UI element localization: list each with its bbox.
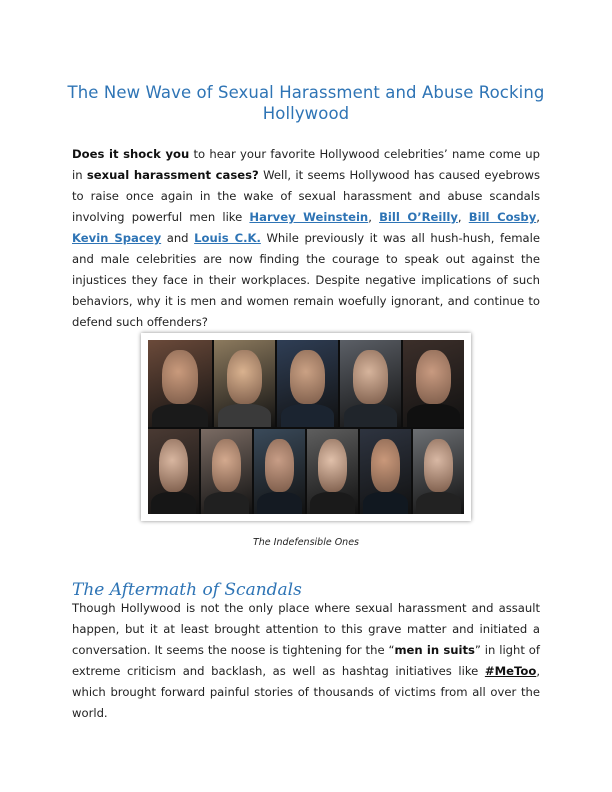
intro-paragraph: Does it shock you to hear your favorite Hollywood celebrities’ name come up in sexual harassment cases? Well, it seems Hollywood has caused eyebrows to raise once again in the wake of sexual harassment and abuse scandals involving powerful men like Harvey Weinstein, Bill O’Reilly, Bill Cosby, Kevin Spacey and Louis C.K. While previously it was all hush-hush, female and male celebrities are now finding the courage to speak out against the injustices they face in their workplaces. Despite negative implications of such behaviors, why it is men and women remain woefully ignorant, and continue to defend such offenders? xyxy=(72,147,540,329)
portrait-photo xyxy=(148,340,212,427)
section-heading: The Aftermath of Scandals xyxy=(72,580,302,600)
portrait-photo xyxy=(340,340,401,427)
link-bill-oreilly[interactable]: Bill O’Reilly xyxy=(379,210,458,224)
portrait-photo xyxy=(413,429,464,514)
figure-caption: The Indefensible Ones xyxy=(252,537,359,548)
portrait-photo xyxy=(201,429,252,514)
intro-bold-phrase: sexual harassment cases? xyxy=(86,168,259,182)
collage-bottom-row xyxy=(148,429,464,514)
portrait-photo xyxy=(360,429,411,514)
photo-collage xyxy=(148,340,464,514)
portrait-photo xyxy=(254,429,305,514)
portrait-photo xyxy=(214,340,275,427)
link-kevin-spacey[interactable]: Kevin Spacey xyxy=(72,231,162,245)
link-harvey-weinstein[interactable]: Harvey Weinstein xyxy=(249,210,369,224)
link-louis-ck[interactable]: Louis C.K. xyxy=(194,231,261,245)
intro-lead-bold: Does it shock you xyxy=(72,147,190,161)
men-in-suits-bold: men in suits xyxy=(394,643,475,657)
photo-collage-figure xyxy=(141,333,471,521)
portrait-photo xyxy=(403,340,464,427)
link-bill-cosby[interactable]: Bill Cosby xyxy=(468,210,537,224)
collage-top-row xyxy=(148,340,464,427)
portrait-photo xyxy=(148,429,199,514)
article-title: The New Wave of Sexual Harassment and Abuse Rocking Hollywood xyxy=(67,83,545,123)
section-paragraph: Though Hollywood is not the only place where sexual harassment and assault happen, but it at least brought attention to this grave matter and initiated a conversation. It seems the noose is tightening for the “men in suits” in light of extreme criticism and backlash, as well as hashtag initiatives like #MeToo, which brought forward painful stories of thousands of victims from all over the world. xyxy=(72,601,540,720)
link-metoo-hashtag[interactable]: #MeToo xyxy=(484,664,537,678)
portrait-photo xyxy=(307,429,358,514)
portrait-photo xyxy=(277,340,338,427)
